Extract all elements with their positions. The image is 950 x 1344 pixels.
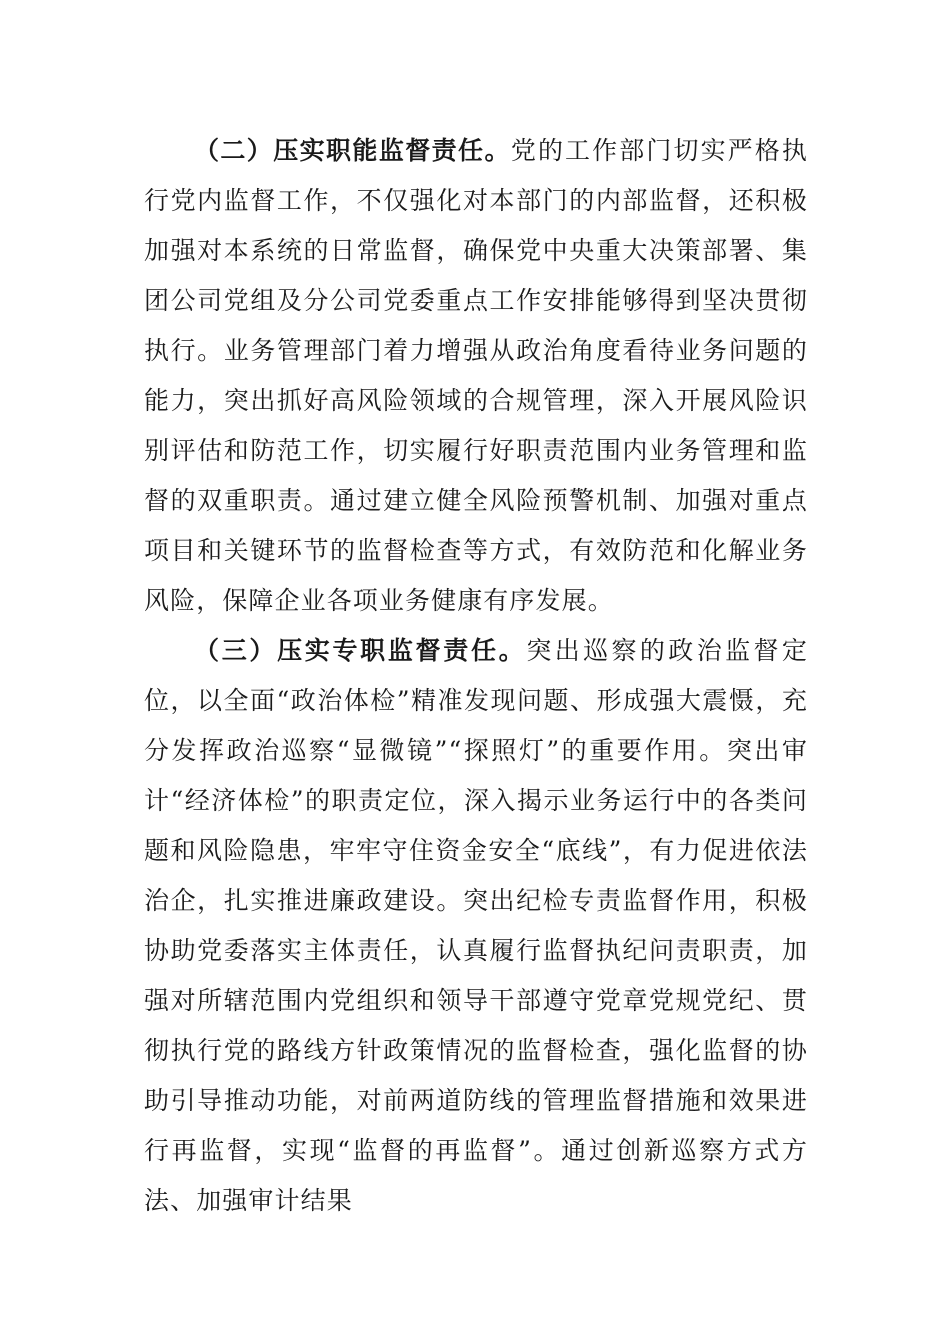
paragraph-body: 党的工作部门切实严格执行党内监督工作，不仅强化对本部门的内部监督，还积极加强对本系统的日常监督，确保党中央重大决策部署、集团公司党组及分公司党委重点工作安排能够得到坚决贯彻执行。业务管理部门着力增强从政治角度看待业务问题的能力，突出抓好高风险领域的合规管理，深入开展风险识别评估和防范工作，切实履行好职责范围内业务管理和监督的双重职责。通过建立健全风险预警机制、加强对重点项目和关键环节的监督检查等方式，有效防范和化解业务风险，保障企业各项业务健康有序发展。 bbox=[144, 136, 808, 615]
paragraph-functional-supervision bbox=[144, 126, 808, 626]
paragraph-body: 突出巡察的政治监督定位，以全面“政治体检”精准发现问题、形成强大震慑，充分发挥政治巡察“显微镜”“探照灯”的重要作用。突出审计“经济体检”的职责定位，深入揭示业务运行中的各类问题和风险隐患，牢牢守住资金安全“底线”，有力促进依法治企，扎实推进廉政建设。突出纪检专责监督作用，积极协助党委落实主体责任，认真履行监督执纪问责职责，加强对所辖范围内党组织和领导干部遵守党章党规党纪、贯彻执行党的路线方针政策情况的监督检查，强化监督的协助引导推动功能，对前两道防线的管理监督措施和效果进行再监督，实现“监督的再监督”。通过创新巡察方式方法、加强审计结果 bbox=[144, 636, 808, 1215]
paragraph-dedicated-supervision bbox=[144, 626, 808, 1226]
paragraph-heading: （二）压实职能监督责任。 bbox=[194, 136, 511, 165]
paragraph-heading: （三）压实专职监督责任。 bbox=[194, 636, 527, 665]
document-body bbox=[144, 126, 808, 1226]
